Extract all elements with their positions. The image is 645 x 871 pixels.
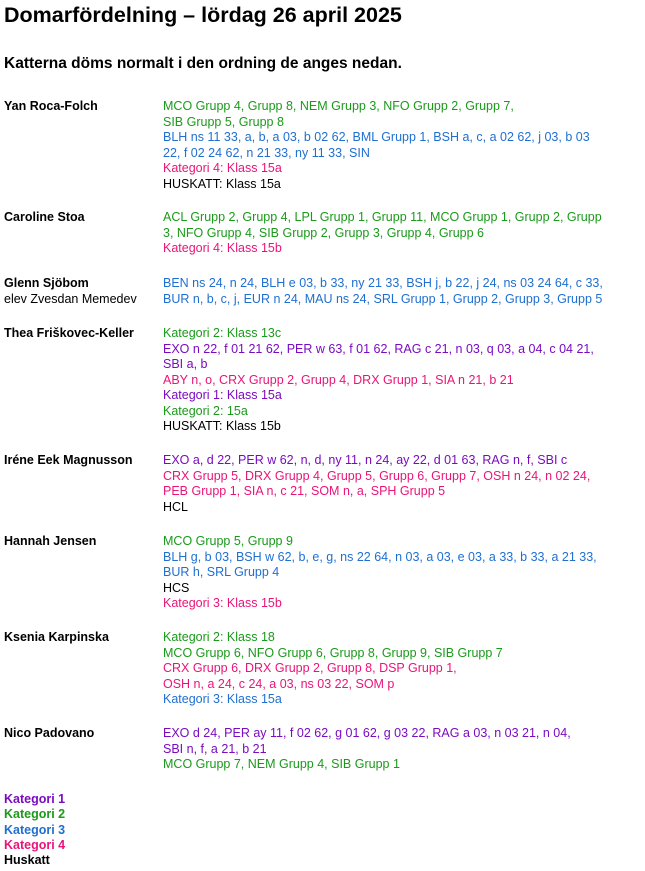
judge-assignments xyxy=(163,534,637,612)
assignment-line: HUSKATT: Klass 15b xyxy=(163,419,281,433)
assignment-line: Kategori 3: Klass 15b xyxy=(163,596,282,610)
assignment-line: MCO Grupp 4, Grupp 8, NEM Grupp 3, NFO Grupp 2, Grupp 7, xyxy=(163,99,514,113)
assignment-line: Kategori 2: Klass 13c xyxy=(163,326,282,340)
judge-name: Hannah Jensen xyxy=(4,534,97,548)
legend-huskatt: Huskatt xyxy=(4,853,50,868)
judge-assignments xyxy=(163,276,637,307)
assignment-line: BUR h, SRL Grupp 4 xyxy=(163,565,280,579)
judge-assignments xyxy=(163,726,637,773)
assignment-line: Kategori 3: Klass 15a xyxy=(163,692,282,706)
assignment-line: 22, f 02 24 62, n 21 33, ny 11 33, SIN xyxy=(163,145,370,160)
judge-assignments xyxy=(163,99,637,192)
assignment-line: MCO Grupp 5, Grupp 9 xyxy=(163,534,293,548)
judge-name: Glenn Sjöbom xyxy=(4,276,89,290)
assignment-line: HUSKATT: Klass 15a xyxy=(163,176,281,191)
assignment-line: SBI a, b xyxy=(163,357,208,371)
assignment-line: Kategori 1: Klass 15a xyxy=(163,388,282,402)
judge-student: elev Zvesdan Memedev xyxy=(4,291,137,306)
judge-row xyxy=(0,726,641,776)
assignment-line: SIB Grupp 5, Grupp 8 xyxy=(163,114,284,129)
assignment-line: Kategori 2: Klass 18 xyxy=(163,630,275,644)
judge-name: Yan Roca-Folch xyxy=(4,99,98,113)
assignment-line: BEN ns 24, n 24, BLH e 03, b 33, ny 21 33, BSH j, b 22, j 24, ns 03 24 64, c 33, xyxy=(163,276,603,290)
judge-row xyxy=(0,210,641,267)
assignment-line: CRX Grupp 5, DRX Grupp 4, Grupp 5, Grupp 6, Grupp 7, OSH n 24, n 02 24, xyxy=(163,468,591,483)
assignment-line: EXO n 22, f 01 21 62, PER w 63, f 01 62, RAG c 21, n 03, q 03, a 04, c 04 21, xyxy=(163,341,594,356)
judge-row xyxy=(0,534,641,622)
judge-assignments xyxy=(163,326,637,435)
page-subtitle: Katterna döms normalt i den ordning de anges nedan. xyxy=(4,55,402,72)
assignment-line: CRX Grupp 6, DRX Grupp 2, Grupp 8, DSP Grupp 1, xyxy=(163,661,457,675)
assignment-line: SBI n, f, a 21, b 21 xyxy=(163,741,267,756)
assignment-line: HCS xyxy=(163,580,190,595)
assignment-line: BLH g, b 03, BSH w 62, b, e, g, ns 22 64, n 03, a 03, e 03, a 33, b 33, a 21 33, xyxy=(163,549,597,564)
assignment-line: EXO a, d 22, PER w 62, n, d, ny 11, n 24, ay 22, d 01 63, RAG n, f, SBI c xyxy=(163,453,568,467)
judge-assignments xyxy=(163,453,637,515)
assignment-line: PEB Grupp 1, SIA n, c 21, SOM n, a, SPH Grupp 5 xyxy=(163,484,446,498)
judge-row xyxy=(0,326,641,444)
judge-name: Thea Friškovec-Keller xyxy=(4,326,134,340)
category-legend xyxy=(4,792,65,868)
assignment-line: 3, NFO Grupp 4, SIB Grupp 2, Grupp 3, Grupp 4, Grupp 6 xyxy=(163,225,484,240)
judge-row xyxy=(0,453,641,526)
judge-name: Ksenia Karpinska xyxy=(4,630,109,644)
judge-name: Iréne Eek Magnusson xyxy=(4,453,133,467)
assignment-line: MCO Grupp 7, NEM Grupp 4, SIB Grupp 1 xyxy=(163,757,400,771)
assignment-line: MCO Grupp 6, NFO Grupp 6, Grupp 8, Grupp 9, SIB Grupp 7 xyxy=(163,645,503,660)
assignment-line: ABY n, o, CRX Grupp 2, Grupp 4, DRX Grupp 1, SIA n 21, b 21 xyxy=(163,372,514,387)
legend-kategori-2: Kategori 2 xyxy=(4,807,66,822)
assignment-line: Kategori 4: Klass 15b xyxy=(163,241,282,255)
assignment-line: OSH n, a 24, c 24, a 03, ns 03 22, SOM p xyxy=(163,676,395,691)
judge-assignments xyxy=(163,210,637,257)
legend-kategori-1: Kategori 1 xyxy=(4,792,66,806)
assignment-line: EXO d 24, PER ay 11, f 02 62, g 01 62, g 03 22, RAG a 03, n 03 21, n 04, xyxy=(163,726,571,740)
assignment-line: BLH ns 11 33, a, b, a 03, b 02 62, BML Grupp 1, BSH a, c, a 02 62, j 03, b 03 xyxy=(163,130,590,144)
assignment-line: BUR n, b, c, j, EUR n 24, MAU ns 24, SRL Grupp 1, Grupp 2, Grupp 3, Grupp 5 xyxy=(163,291,603,306)
assignment-line: Kategori 2: 15a xyxy=(163,403,248,418)
assignment-line: Kategori 4: Klass 15a xyxy=(163,161,282,175)
judge-assignments xyxy=(163,630,637,708)
assignment-line: HCL xyxy=(163,499,189,514)
assignment-line: ACL Grupp 2, Grupp 4, LPL Grupp 1, Grupp 11, MCO Grupp 1, Grupp 2, Grupp xyxy=(163,210,602,224)
judge-name: Caroline Stoa xyxy=(4,210,85,224)
page-title: Domarfördelning – lördag 26 april 2025 xyxy=(4,3,402,27)
legend-kategori-3: Kategori 3 xyxy=(4,822,66,837)
judge-row xyxy=(0,276,641,318)
legend-kategori-4: Kategori 4 xyxy=(4,837,66,852)
judge-row xyxy=(0,630,641,718)
judge-row xyxy=(0,99,641,203)
judge-name: Nico Padovano xyxy=(4,726,95,740)
